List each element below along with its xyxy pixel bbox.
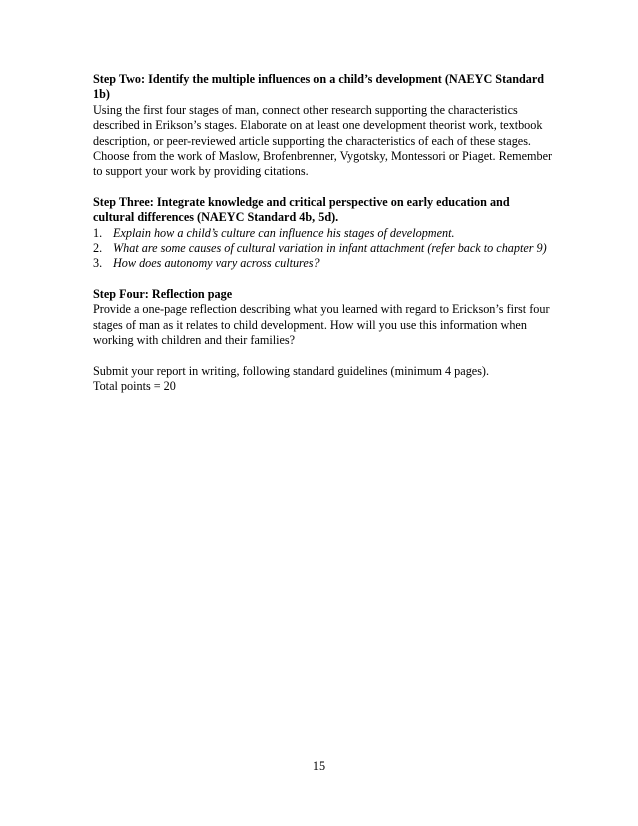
step-three-list	[93, 226, 553, 272]
step-two-heading: Step Two: Identify the multiple influences on a child’s development (NAEYC Standard 1b)	[93, 72, 545, 102]
page-content	[93, 72, 553, 394]
total-points: Total points = 20	[93, 378, 176, 393]
step-four-heading: Step Four: Reflection page	[93, 286, 233, 301]
step-two-section	[93, 72, 553, 180]
step-four-body: Provide a one-page reflection describing what you learned with regard to Erickson’s first four stages of man as it relates to child development. How will you use this information when working with children and their families?	[93, 302, 550, 348]
list-item	[93, 241, 553, 256]
list-item	[93, 256, 553, 271]
list-item-text: What are some causes of cultural variation in infant attachment (refer back to chapter 9)	[113, 241, 547, 256]
list-item-number: 2.	[93, 241, 103, 256]
step-three-section	[93, 195, 553, 272]
list-item-text: How does autonomy vary across cultures?	[113, 256, 320, 271]
list-item	[93, 226, 553, 241]
submit-instructions: Submit your report in writing, following standard guidelines (minimum 4 pages).	[93, 363, 490, 378]
step-four-section	[93, 287, 553, 349]
step-two-body: Using the first four stages of man, connect other research supporting the characteristics described in Erikson’s stages. Elaborate on at least one development theorist work, textbook description, or peer-reviewed article supporting the characteristics of each of these stages. Choose from the work of Maslow, Brofenbrenner, Vygotsky, Montessori or Piaget. Remember to support your work by providing citations.	[93, 102, 553, 179]
list-item-text: Explain how a child’s culture can influence his stages of development.	[113, 225, 455, 240]
list-item-number: 1.	[93, 225, 103, 240]
page-number: 15	[312, 759, 326, 773]
list-item-number: 3.	[93, 256, 103, 271]
step-three-heading: Step Three: Integrate knowledge and critical perspective on early education and cultural differences (NAEYC Standard 4b, 5d).	[93, 194, 510, 225]
closing-section	[93, 364, 553, 395]
